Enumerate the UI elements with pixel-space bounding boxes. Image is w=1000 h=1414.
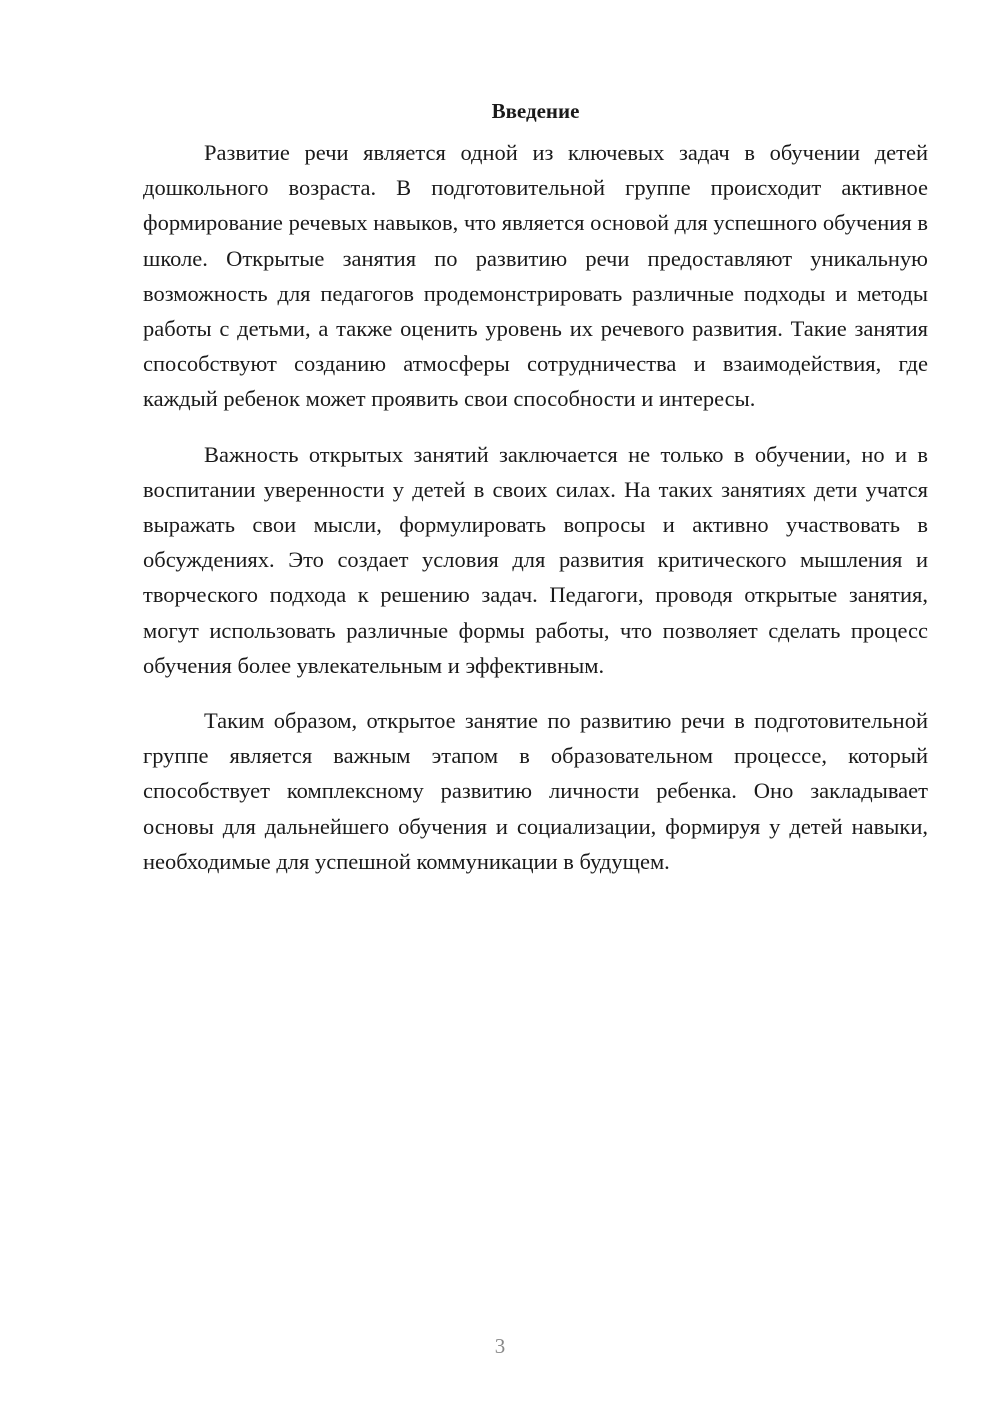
page-number: 3 (494, 1334, 506, 1358)
section-title: Введение (491, 99, 580, 123)
intro-paragraph-1: Развитие речи является одной из ключевых задач в обучении детей дошкольного возраста. В подготовительной группе происходит активное формирование речевых навыков, что является основой для успешного обучения в школе. Открытые занятия по развитию речи предоставляют уникальную возможность для педагогов продемонстрировать различные подходы и методы работы с детьми, а также оценить уровень их речевого развития. Такие занятия способствуют созданию атмосферы сотрудничества и взаимодействия, где каждый ребенок может проявить свои способности и интересы. (143, 140, 928, 412)
page-body (143, 97, 928, 899)
intro-paragraph-2: Важность открытых занятий заключается не только в обучении, но и в воспитании уверенности у детей в своих силах. На таких занятиях дети учатся выражать свои мысли, формулировать вопросы и активно участвовать в обсуждениях. Это создает условия для развития критического мышления и творческого подхода к решению задач. Педагоги, проводя открытые занятия, могут использовать различные формы работы, что позволяет сделать процесс обучения более увлекательным и эффективным. (143, 441, 928, 678)
intro-paragraph-3: Таким образом, открытое занятие по развитию речи в подготовительной группе является важным этапом в образовательном процессе, который способствует комплексному развитию личности ребенка. Оно закладывает основы для дальнейшего обучения и социализации, формируя у детей навыки, необходимые для успешной коммуникации в будущем. (143, 708, 928, 874)
